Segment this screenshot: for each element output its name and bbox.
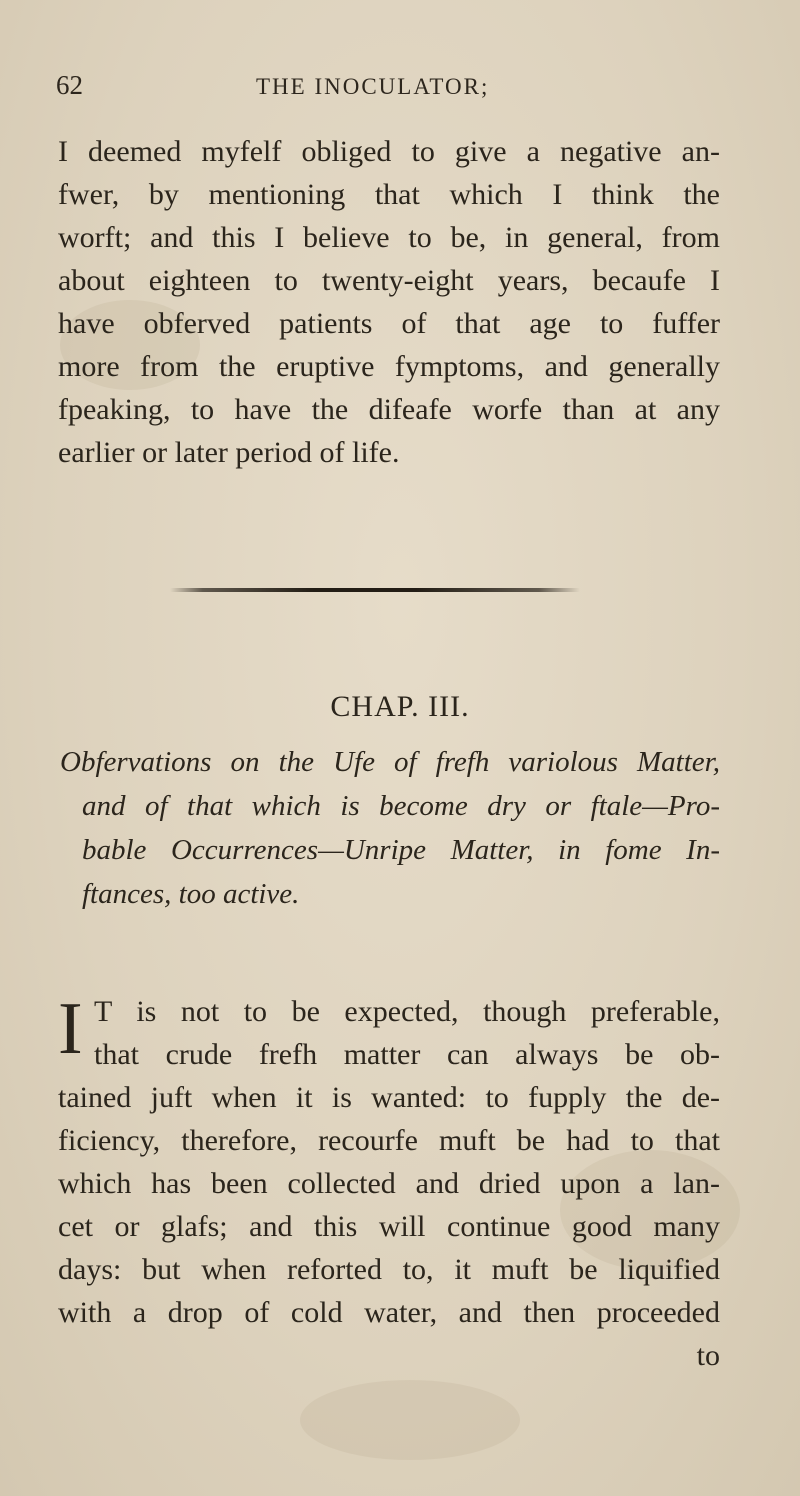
text-line: fwer, by mentioning that which I think the <box>58 178 720 211</box>
chapter-heading: CHAP. III. <box>330 690 470 723</box>
text-line: ficiency, therefore, recourfe muft be had to that <box>58 1124 720 1157</box>
text-line: tained juft when it is wanted: to fupply the de- <box>58 1081 720 1114</box>
paper-stain <box>300 1380 520 1460</box>
catchword: to <box>696 1339 720 1372</box>
text-line: T is not to be expected, though preferable, <box>94 995 720 1028</box>
text-line: fpeaking, to have the difeafe worfe than at any <box>58 393 720 426</box>
text-line: I deemed myfelf obliged to give a negative an- <box>58 135 720 168</box>
summary-line: bable Occurrences—Unripe Matter, in fome In- <box>82 834 720 866</box>
text-line: have obferved patients of that age to fuffer <box>58 307 720 340</box>
text-line: days: but when reforted to, it muft be liquified <box>58 1253 720 1286</box>
paragraph-1 <box>58 130 720 474</box>
text-line: that crude frefh matter can always be ob- <box>94 1038 720 1071</box>
running-head <box>0 70 800 110</box>
running-title: THE INOCULATOR; <box>256 74 490 99</box>
text-line: more from the eruptive fymptoms, and generally <box>58 350 720 383</box>
section-divider <box>170 588 580 592</box>
paragraph-2 <box>58 990 720 1377</box>
text-line: with a drop of cold water, and then proceeded <box>58 1296 720 1329</box>
summary-line: ftances, too active. <box>82 878 300 910</box>
text-line: cet or glafs; and this will continue good many <box>58 1210 720 1243</box>
drop-cap: I <box>58 988 83 1070</box>
summary-line: and of that which is become dry or ftale—Pro- <box>82 790 720 822</box>
text-line: which has been collected and dried upon a lan- <box>58 1167 720 1200</box>
text-line: earlier or later period of life. <box>58 436 400 469</box>
text-line: about eighteen to twenty-eight years, becaufe I <box>58 264 720 297</box>
chapter-summary <box>60 740 720 916</box>
summary-line: Obfervations on the Ufe of frefh variolous Matter, <box>60 746 720 778</box>
text-line: worft; and this I believe to be, in general, from <box>58 221 720 254</box>
page-number: 62 <box>56 70 83 100</box>
